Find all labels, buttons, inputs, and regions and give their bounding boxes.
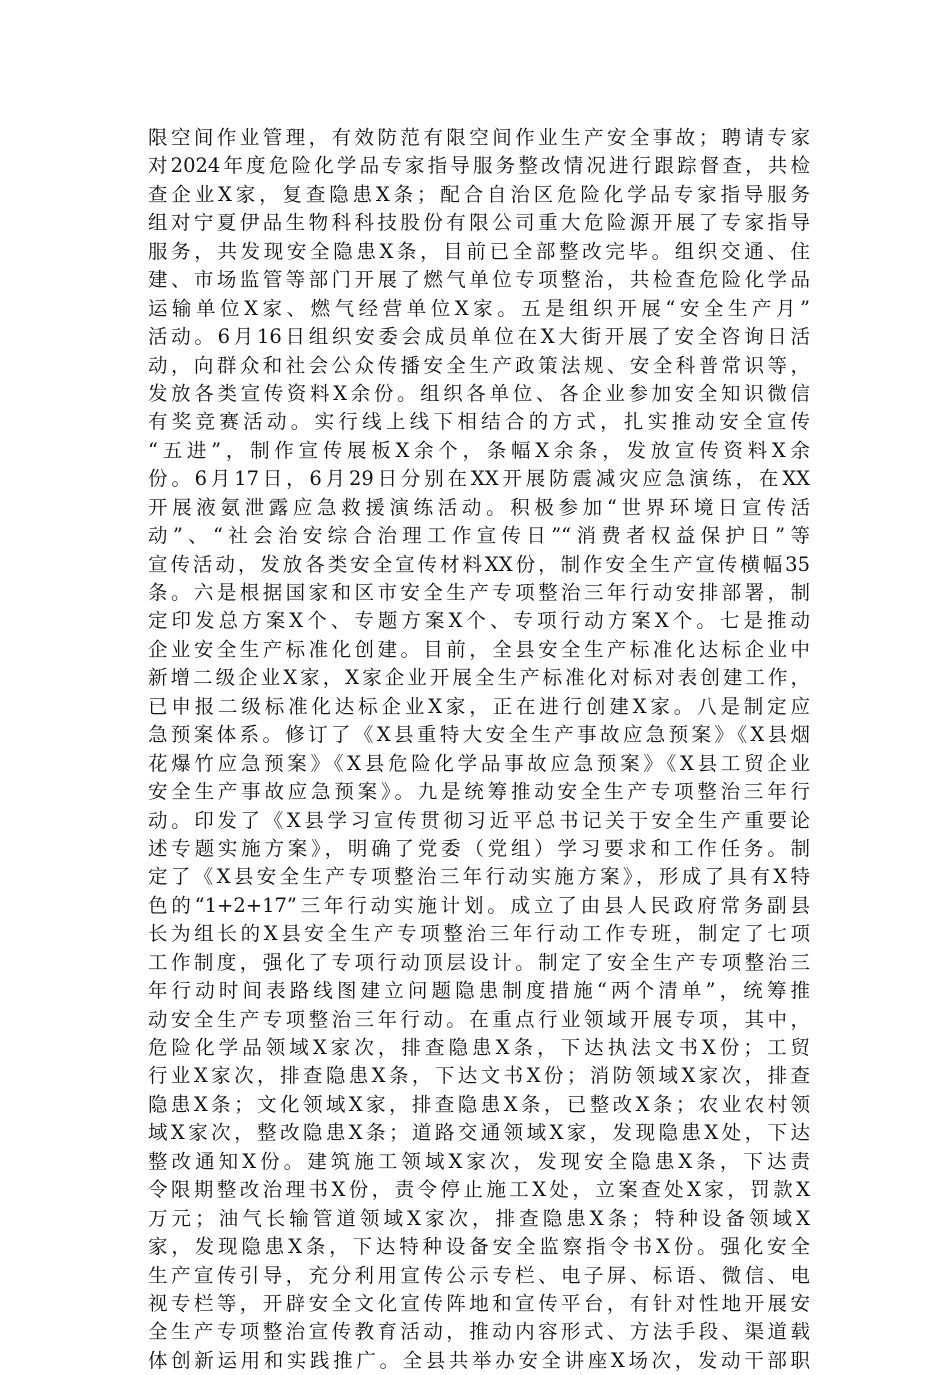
- text-line: 组对宁夏伊品生物科科技股份有限公司重大危险源开展了专家指导: [148, 211, 810, 235]
- text-line: 动”、“社会治安综合治理工作宣传日”“消费者权益保护日”等: [148, 524, 810, 548]
- text-line: 花爆竹应急预案》《X县危险化学品事故应急预案》《X县工贸企业: [148, 751, 810, 775]
- text-line: 服务，共发现安全隐患X条，目前已全部整改完毕。组织交通、住: [148, 239, 810, 263]
- text-line: 行业X家次，排查隐患X条，下达文书X份；消防领域X家次，排查: [148, 1064, 810, 1088]
- text-line: 全生产专项整治宣传教育活动，推动内容形式、方法手段、渠道载: [148, 1320, 810, 1344]
- text-line: 急预案体系。修订了《X县重特大安全生产事故应急预案》《X县烟: [148, 723, 810, 747]
- text-line: 安全生产事故应急预案》。九是统筹推动安全生产专项整治三年行: [148, 780, 810, 804]
- text-line: 已申报二级标准化达标企业X家，正在进行创建X家。八是制定应: [148, 694, 810, 718]
- text-line: 份。6月17日，6月29日分别在XX开展防震减灾应急演练，在XX: [148, 467, 810, 491]
- text-line: 色的“1+2+17”三年行动实施计划。成立了由县人民政府常务副县: [148, 893, 810, 917]
- text-line: 建、市场监管等部门开展了燃气单位专项整治，共检查危险化学品: [148, 268, 810, 292]
- body-text: [148, 124, 810, 1375]
- text-line: 定了《X县安全生产专项整治三年行动实施方案》，形成了具有X特: [148, 865, 810, 889]
- text-line: 动，向群众和社会公众传播安全生产政策法规、安全科普常识等，: [148, 353, 810, 377]
- text-line: 体创新运用和实践推广。全县共举办安全讲座X场次，发动干部职: [148, 1348, 810, 1372]
- text-line: 企业安全生产标准化创建。目前，全县安全生产标准化达标企业中: [148, 637, 810, 661]
- text-line: 家，发现隐患X条，下达特种设备安全监察指令书X份。强化安全: [148, 1235, 810, 1259]
- text-line: 查企业X家，复查隐患X条；配合自治区危险化学品专家指导服务: [148, 182, 810, 206]
- text-line: 运输单位X家、燃气经营单位X家。五是组织开展“安全生产月”: [148, 296, 810, 320]
- text-line: 限空间作业管理，有效防范有限空间作业生产安全事故；聘请专家: [148, 126, 810, 149]
- text-line: 开展液氨泄露应急救援演练活动。积极参加“世界环境日宣传活: [148, 495, 810, 519]
- text-line: “五进”，制作宣传展板X余个，条幅X余条，发放宣传资料X余: [148, 438, 810, 462]
- text-line: 动安全生产专项整治三年行动。在重点行业领域开展专项，其中，: [148, 1007, 810, 1031]
- text-line: 生产宣传引导，充分利用宣传公示专栏、电子屏、标语、微信、电: [148, 1263, 810, 1287]
- text-line: 活动。6月16日组织安委会成员单位在X大街开展了安全咨询日活: [148, 325, 810, 349]
- text-line: 述专题实施方案》，明确了党委（党组）学习要求和工作任务。制: [148, 836, 810, 860]
- text-line: 令限期整改治理书X份，责令停止施工X处，立案查处X家，罚款X: [148, 1178, 810, 1202]
- text-line: 新增二级企业X家，X家企业开展全生产标准化对标对表创建工作，: [148, 666, 810, 690]
- text-line: 域X家次，整改隐患X条；道路交通领域X家，发现隐患X处，下达: [148, 1121, 810, 1145]
- text-line: 动。印发了《X县学习宣传贯彻习近平总书记关于安全生产重要论: [148, 808, 810, 832]
- text-line: 条。六是根据国家和区市安全生产专项整治三年行动安排部署，制: [148, 581, 810, 604]
- text-line: 年行动时间表路线图建立问题隐患制度措施“两个清单”，统筹推: [148, 979, 810, 1003]
- text-line: 有奖竞赛活动。实行线上线下相结合的方式，扎实推动安全宣传: [148, 410, 810, 434]
- text-line: 定印发总方案X个、专题方案X个、专项行动方案X个。七是推动: [148, 609, 810, 633]
- text-line: 整改通知X份。建筑施工领域X家次，发现安全隐患X条，下达责: [148, 1149, 810, 1173]
- text-line: 视专栏等，开辟安全文化宣传阵地和宣传平台，有针对性地开展安: [148, 1291, 810, 1315]
- text-line: 危险化学品领域X家次，排查隐患X条，下达执法文书X份；工贸: [148, 1036, 810, 1059]
- text-line: 宣传活动，发放各类安全宣传材料XX份，制作安全生产宣传横幅35: [148, 552, 810, 576]
- text-line: 对2024年度危险化学品专家指导服务整改情况进行跟踪督查，共检: [148, 154, 810, 178]
- text-line: 长为组长的X县安全生产专项整治三年行动工作专班，制定了七项: [148, 922, 810, 946]
- text-line: 工作制度，强化了专项行动顶层设计。制定了安全生产专项整治三: [148, 950, 810, 974]
- text-line: 发放各类宣传资料X余份。组织各单位、各企业参加安全知识微信: [148, 381, 810, 405]
- text-line: 隐患X条；文化领域X家，排查隐患X条，已整改X条；农业农村领: [148, 1092, 810, 1116]
- text-line: 万元；油气长输管道领域X家次，排查隐患X条；特种设备领域X: [148, 1206, 810, 1230]
